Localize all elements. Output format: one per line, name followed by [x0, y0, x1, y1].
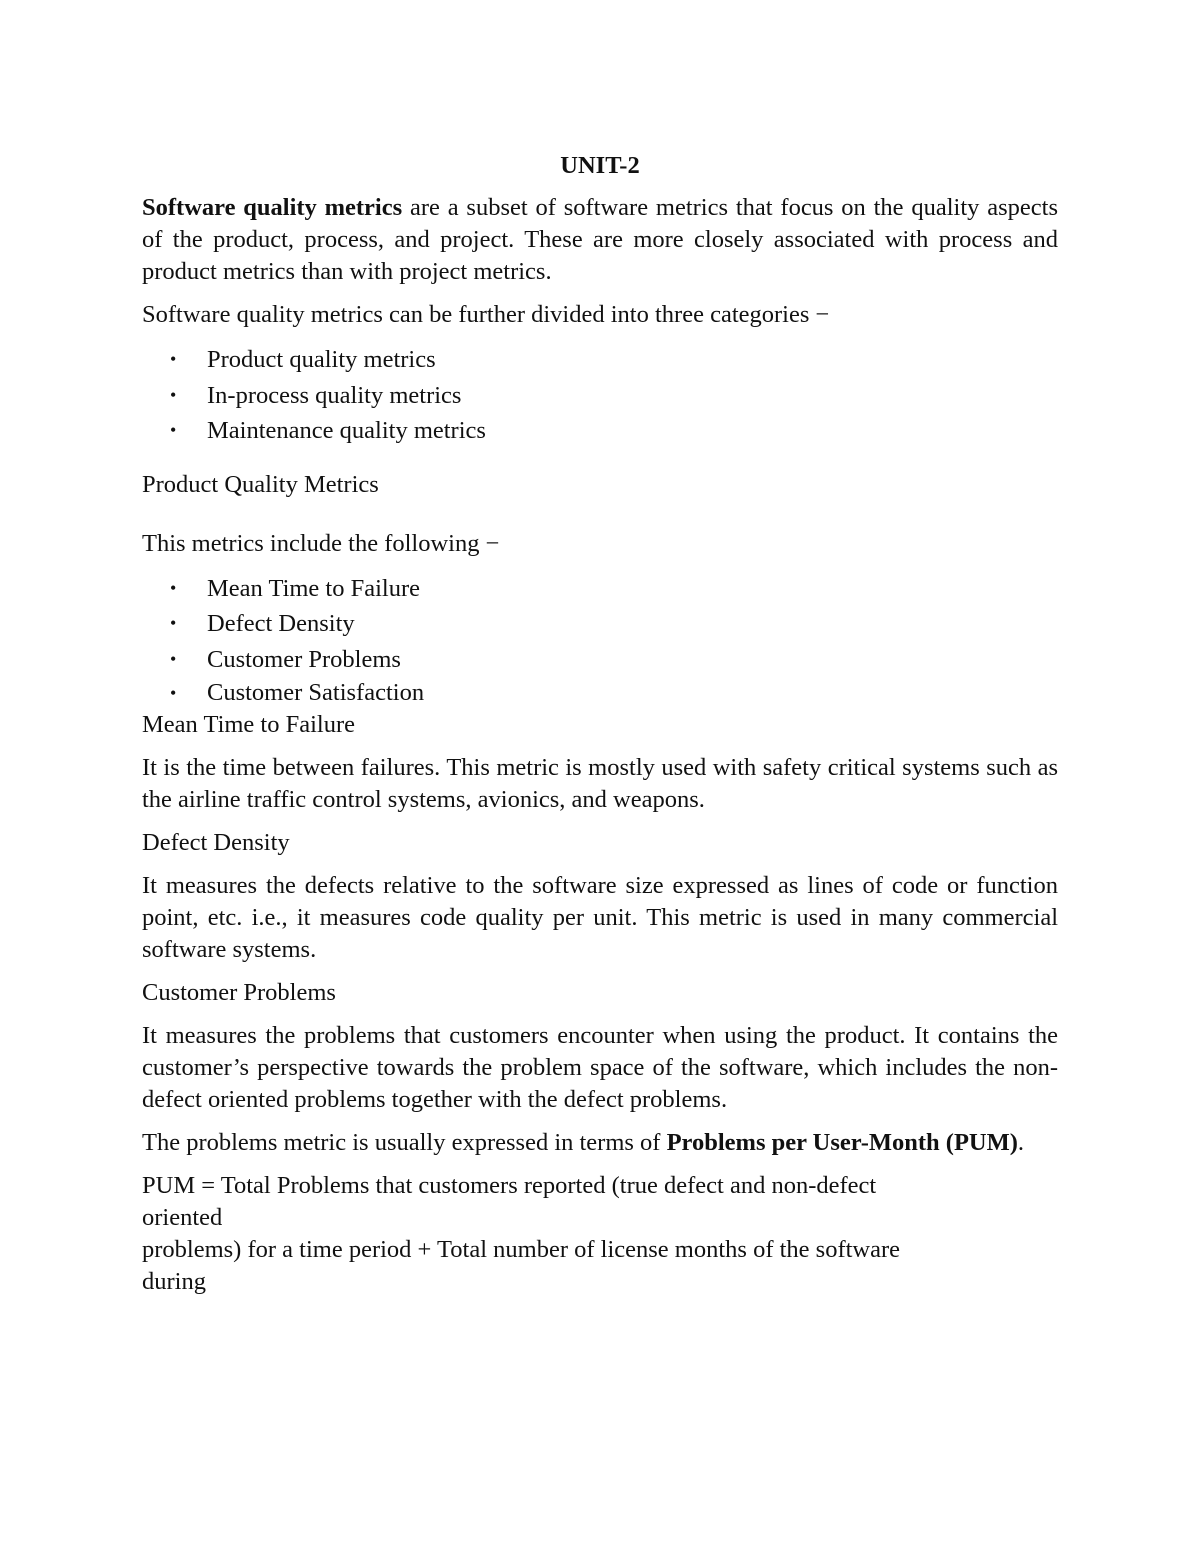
bullet-icon: •	[170, 420, 177, 440]
bullet-icon: •	[170, 648, 177, 669]
list-item: • In-process quality metrics	[142, 378, 1058, 414]
intro-lead-bold: Software quality metrics	[142, 194, 403, 221]
pum-intro-paragraph: The problems metric is usually expressed in terms of Problems per User-Month (PUM).	[142, 1129, 1025, 1156]
pum-bold-term: Problems per User-Month (PUM)	[666, 1129, 1018, 1156]
bullet-icon: •	[170, 349, 177, 369]
bullet-icon: •	[170, 683, 177, 703]
list-item: • Mean Time to Failure	[142, 571, 1058, 607]
pum-formula-line: problems) for a time period + Total number of license months of the software	[142, 1236, 901, 1263]
pum-formula	[142, 1170, 1058, 1298]
defect-density-paragraph: It measures the defects relative to the software size expressed as lines of code or function point, etc. i.e., it measures code quality per unit. This metric is used in many commercial software systems.	[142, 872, 1058, 963]
list-item: • Customer Problems	[142, 642, 1058, 678]
list-item: • Maintenance quality metrics	[142, 413, 1058, 449]
intro-text: are a subset of software metrics that focus on the quality aspects of the product, process, and project. These are more closely associated with process and product metrics than with project metrics.	[142, 194, 1058, 285]
section-heading-mttf: Mean Time to Failure	[142, 711, 356, 738]
section-heading-customer-problems: Customer Problems	[142, 979, 336, 1006]
section-heading-defect-density: Defect Density	[142, 829, 290, 856]
section-heading-product-quality: Product Quality Metrics	[142, 470, 379, 498]
pum-formula-line: PUM = Total Problems that customers reported (true defect and non-defect	[142, 1172, 877, 1199]
list-item: • Product quality metrics	[142, 342, 1058, 378]
bullet-icon: •	[170, 613, 177, 633]
product-metrics-list	[142, 571, 1058, 710]
categories-intro: Software quality metrics can be further divided into three categories −	[142, 301, 830, 328]
list-item: • Defect Density	[142, 606, 1058, 642]
mttf-paragraph: It is the time between failures. This metric is mostly used with safety critical systems such as the airline traffic control systems, avionics, and weapons.	[142, 754, 1058, 813]
pum-formula-line: during	[142, 1268, 206, 1295]
page-title: UNIT-2	[560, 152, 640, 179]
list-item: • Customer Satisfaction	[142, 677, 1058, 709]
categories-list	[142, 342, 1058, 449]
pum-formula-line: oriented	[142, 1204, 223, 1231]
intro-paragraph	[142, 192, 1058, 288]
product-intro: This metrics include the following −	[142, 529, 500, 557]
bullet-icon: •	[170, 384, 177, 405]
bullet-icon: •	[170, 577, 177, 598]
document-page	[142, 150, 1058, 1298]
customer-problems-paragraph: It measures the problems that customers encounter when using the product. It contains the customer’s perspective towards the problem space of the software, which includes the non-defect oriented problems together with the defect problems.	[142, 1022, 1058, 1113]
